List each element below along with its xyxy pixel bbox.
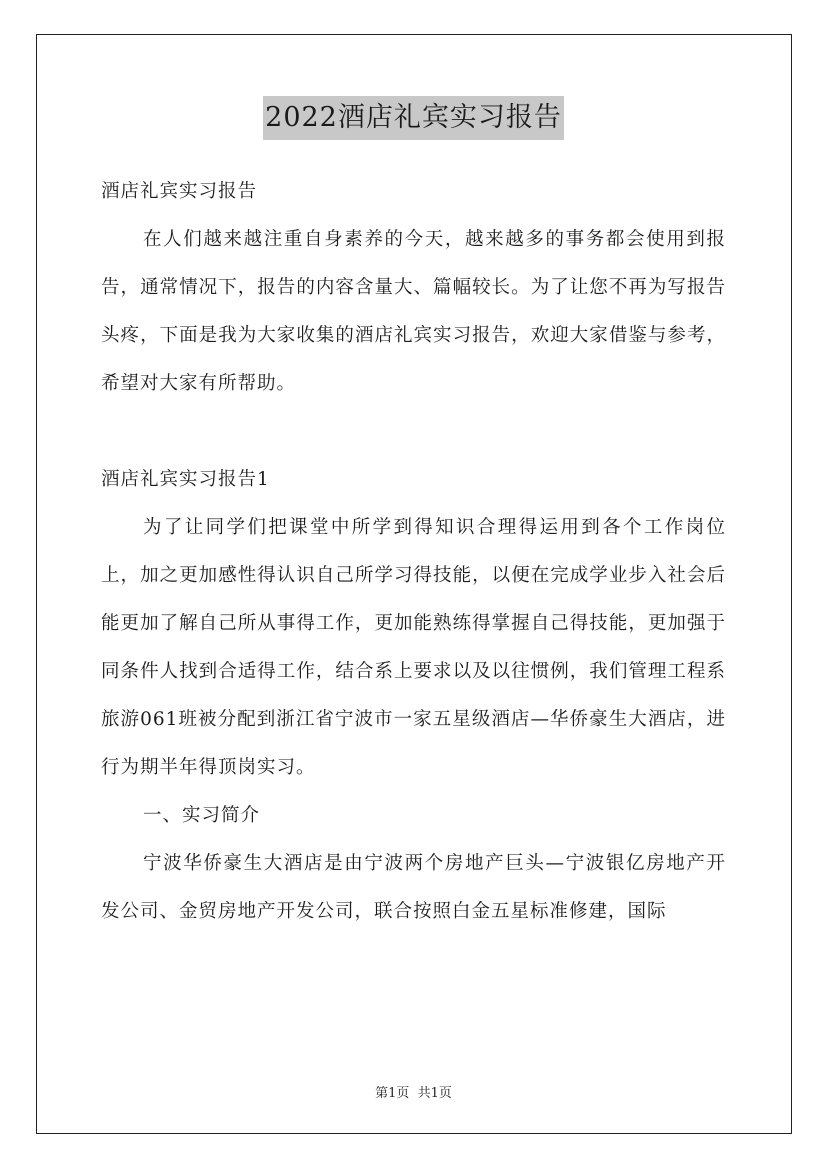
intro-paragraph: 在人们越来越注重自身素养的今天，越来越多的事务都会使用到报告，通常情况下，报告的内容含量大、篇幅较长。为了让您不再为写报告头疼，下面是我为大家收集的酒店礼宾实习报告，欢迎大家借鉴与参考，希望对大家有所帮助。 [101, 229, 726, 394]
body-paragraph: 为了让同学们把课堂中所学到得知识合理得运用到各个工作岗位上，加之更加感性得认识自己所学习得技能，以便在完成学业步入社会后能更加了解自己所从事得工作，更加能熟练得掌握自己得技能，更加强于同条件人找到合适得工作，结合系上要求以及以往惯例，我们管理工程系旅游061班被分配到浙江省宁波市一家五星级酒店—华侨豪生大酒店，进行为期半年得顶岗实习。 [101, 517, 726, 778]
section-heading: 酒店礼宾实习报告1 [101, 469, 270, 490]
body-paragraph: 宁波华侨豪生大酒店是由宁波两个房地产巨头—宁波银亿房地产开发公司、金贸房地产开发公司，联合按照白金五星标准修建，国际 [101, 853, 726, 922]
document-body [101, 168, 726, 936]
paragraph-gap [101, 408, 726, 456]
subsection-heading: 一、实习简介 [143, 805, 261, 826]
document-title: 2022酒店礼宾实习报告 [263, 96, 564, 140]
title-container [0, 96, 827, 140]
page-footer: 第1页 共1页 [375, 1086, 452, 1101]
section-heading: 酒店礼宾实习报告 [101, 181, 258, 202]
